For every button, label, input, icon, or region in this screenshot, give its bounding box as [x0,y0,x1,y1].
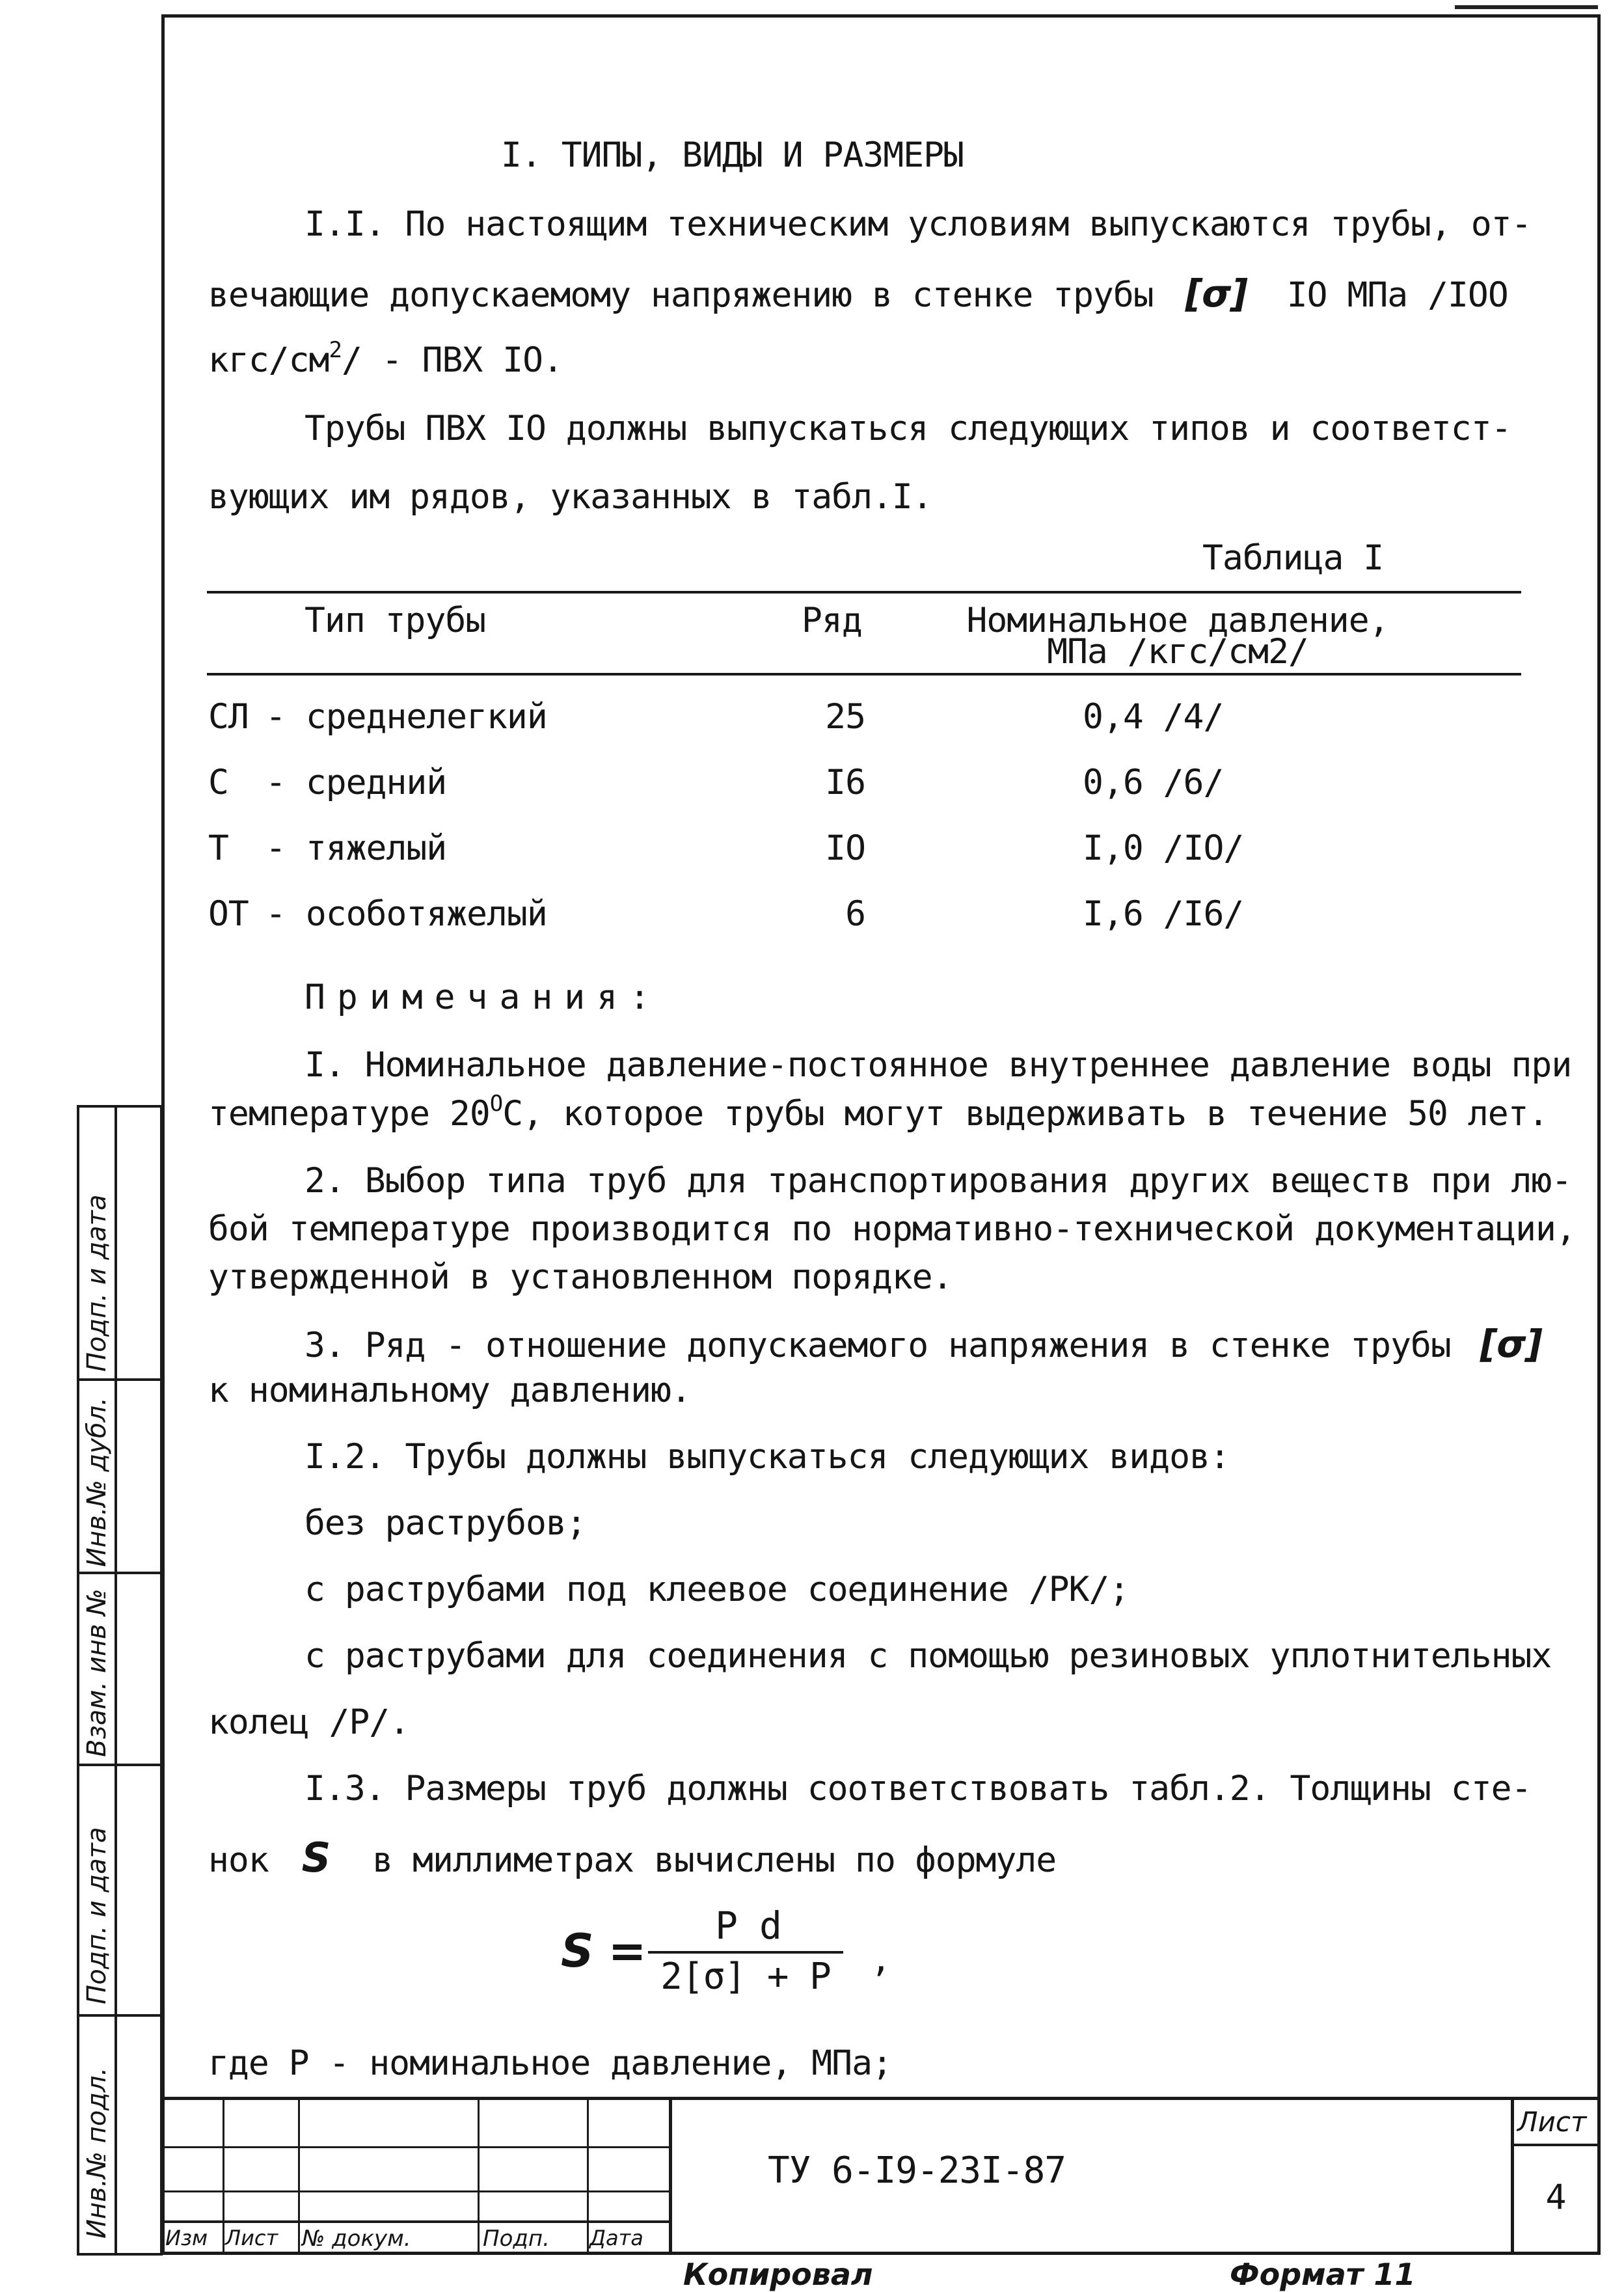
corner-mark [1455,5,1598,9]
stamp-row-rule [163,2146,670,2148]
para-1-2-item3-line2: колец /Р/. [208,1702,410,1742]
note-3-line1 [304,1322,1542,1366]
degree-superscript: O [489,1091,503,1117]
sheet-number: 4 [1545,2177,1566,2217]
note-2-line1: 2. Выбор типа труб для транспортирования других веществ при лю- [304,1161,1572,1201]
para-1-3-end: в миллиметрах вычислены по формуле [372,1840,1057,1880]
stamp-col-rule [223,2097,224,2255]
wall-thickness-symbol: S [301,1834,331,1881]
stamp-col-data: Дата [589,2226,643,2250]
table-row-code: Т [208,828,228,868]
side-label-inv-podl: Инв.№ подл. [82,2067,112,2239]
table-row-name: - средний [265,763,447,802]
side-strip-divider [77,2014,163,2017]
note-1-temp: температуре 20 [208,1094,490,1134]
table-row-pressure: 0,6 /6/ [1083,763,1224,802]
formula-denominator: 2[σ] + P [660,1956,831,1998]
table-row-code: С [208,763,228,802]
table-row-series: I6 [825,763,865,802]
table-header-row: Ряд [802,601,862,640]
para-1-1-line3-end: / - ПВХ IO. [341,340,563,380]
side-strip-divider [77,1378,163,1381]
section-title: I. ТИПЫ, ВИДЫ И РАЗМЕРЫ [501,135,964,175]
notes-heading: Примечания: [304,977,662,1017]
unit-text: кгс/см [208,340,329,380]
para-1-2-item3-line1: с раструбами для соединения с помощью резиновых уплотнительных [304,1636,1552,1676]
note-3-text: 3. Ряд - отношение допускаемого напряжения в стенке трубы [304,1326,1451,1365]
side-strip-divider [77,1764,163,1766]
side-label-podp-data: Подп. и дата [82,1194,112,1372]
para-1-2-item2: с раструбами под клеевое соединение /РК/; [304,1570,1130,1609]
note-3-line2: к номинальному давлению. [208,1371,691,1410]
side-strip-divider [77,1105,163,1108]
para-1-2-line1: I.2. Трубы должны выпускаться следующих видов: [304,1437,1230,1477]
stamp-col-podp: Подп. [483,2226,550,2252]
side-label-podp-data: Подп. и дата [82,1827,112,2004]
stamp-row-rule [163,2190,670,2192]
side-label-inv-dubl: Инв.№ дубл. [82,1397,112,1567]
para-1-3-line1: I.3. Размеры труб должны соответствовать табл.2. Толщины сте- [304,1769,1532,1808]
stamp-sheet-label: Лист [1517,2106,1587,2138]
para-1-2-item1: без раструбов; [304,1503,586,1543]
side-label-vzam-inv: Взам. инв № [82,1589,112,1757]
stamp-sheet-rule [1511,2144,1601,2146]
note-1-end: С, которое трубы могут выдерживать в течение 50 лет. [502,1094,1549,1134]
stamp-col-rule [587,2097,589,2255]
formula-numerator: P d [715,1903,781,1948]
stamp-col-list: Лист [225,2226,278,2250]
footer-copied: Копировал [683,2257,873,2292]
para-1-1-line2-end: IO МПа /IOO [1286,275,1508,315]
table-caption: Таблица I [1202,538,1384,578]
table-row-series: 6 [845,894,865,934]
table-header-rule [207,673,1521,675]
para-types-line1: Трубы ПВХ IO должны выпускаться следующих типов и соответст- [304,409,1511,448]
side-strip-divider [77,1572,163,1574]
table-row-code: СЛ [208,697,249,737]
para-1-1-line1: I.I. По настоящим техническим условиям выпускаются трубы, от- [304,204,1532,244]
note-1-line1: I. Номинальное давление-постоянное внутреннее давление воды при [304,1045,1572,1085]
note-1-line2 [208,1091,1549,1134]
sigma-symbol: [σ] [1480,1322,1542,1366]
table-row-series: IO [825,828,865,868]
stamp-col-rule [478,2097,480,2255]
formula-comma: , [871,1940,891,1980]
stamp-col-izm: Изм [165,2226,208,2250]
table-row-name: - тяжелый [265,828,447,868]
note-2-line3: утвержденной в установленном порядке. [208,1257,953,1297]
para-1-3-text: нок [208,1840,269,1880]
table-row-name: - среднелегкий [265,697,547,737]
note-2-line2: бой температуре производится по нормативно-технической документации, [208,1209,1576,1249]
table-row-pressure: I,0 /IO/ [1083,828,1244,868]
table-row-series: 25 [825,697,865,737]
stamp-top-rule [163,2097,1601,2100]
stamp-col-rule [1511,2097,1514,2255]
stamp-row-rule [163,2220,670,2223]
para-1-3-line2 [208,1834,1057,1881]
footer-format: Формат 11 [1230,2257,1416,2292]
superscript: 2 [329,337,342,363]
formula-fraction-bar [648,1951,843,1954]
formula-lhs: S = [561,1924,646,1978]
stamp-col-doc: № докум. [302,2226,411,2252]
table-header-pressure-2: МПа /кгс/см2/ [1047,632,1308,672]
table-row-name: - особотяжелый [265,894,547,934]
stamp-col-rule [669,2097,672,2255]
table-top-rule [207,591,1521,593]
table-row-pressure: I,6 /I6/ [1083,894,1244,934]
table-row-pressure: 0,4 /4/ [1083,697,1224,737]
sigma-symbol: [σ] [1185,271,1247,316]
side-strip-inner-line [115,1105,117,2256]
para-1-1-line3 [208,337,563,380]
where-line: где Р - номинальное давление, МПа; [208,2043,892,2083]
table-header-type: Тип трубы [304,601,486,640]
para-1-1-line2 [208,271,1508,316]
table-header-pressure-1: Номинальное давление, [966,601,1389,640]
table-row-code: ОТ [208,894,249,934]
document-designation: ТУ 6-I9-23I-87 [768,2149,1066,2192]
stamp-col-rule [298,2097,300,2255]
para-types-line2: вующих им рядов, указанных в табл.I. [208,477,932,517]
para-1-1-line2-text: вечающие допускаемому напряжению в стенке трубы [208,275,1154,315]
